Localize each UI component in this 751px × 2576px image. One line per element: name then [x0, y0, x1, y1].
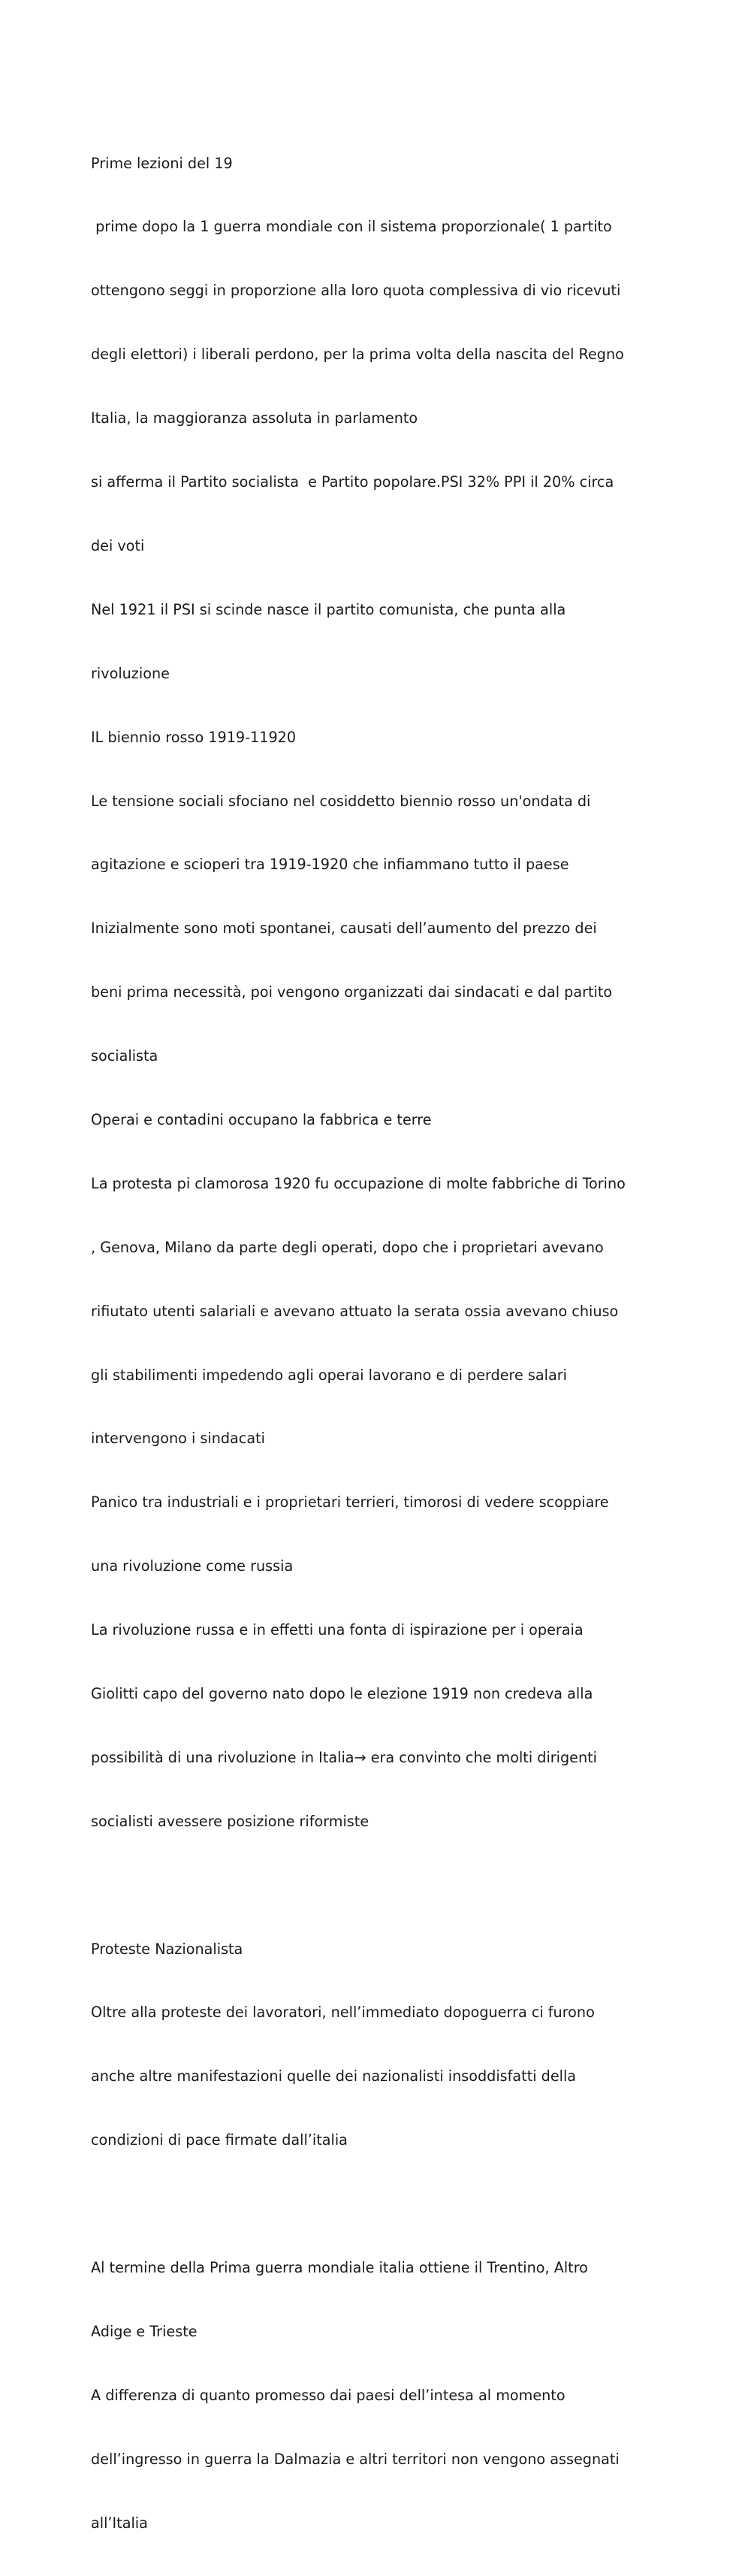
- text-line: all’Italia: [91, 2514, 148, 2532]
- text-line: Al termine della Prima guerra mondiale italia ottiene il Trentino, Altro: [91, 2258, 588, 2276]
- text-line: IL biennio rosso 1919-11920: [91, 728, 297, 746]
- text-line: ottengono seggi in proporzione alla loro quota complessiva di vio ricevuti: [91, 282, 621, 300]
- text-line: , Genova, Milano da parte degli operati, dopo che i proprietari avevano: [91, 1238, 604, 1256]
- text-line: dei voti: [91, 536, 145, 554]
- text-line: intervengono i sindacati: [91, 1430, 265, 1448]
- text-line: socialista: [91, 1047, 158, 1065]
- document-text-body: [91, 110, 677, 2576]
- text-line: degli elettori) i liberali perdono, per la prima volta della nascita del Regno: [91, 346, 624, 364]
- text-line: Adige e Trieste: [91, 2322, 198, 2340]
- text-line: Prime lezioni del 19: [91, 154, 233, 172]
- text-line: A differenza di quanto promesso dai paesi dell’intesa al momento: [91, 2386, 566, 2404]
- text-line: Nel 1921 il PSI si scinde nasce il partito comunista, che punta alla: [91, 600, 566, 618]
- text-line: Inizialmente sono moti spontanei, causati dell’aumento del prezzo dei: [91, 920, 597, 938]
- text-line: si afferma il Partito socialista e Partito popolare.PSI 32% PPI il 20% circa: [91, 473, 614, 491]
- blank-line: [91, 1875, 677, 1896]
- text-line: possibilità di una rivoluzione in Italia→ era convinto che molti dirigenti: [91, 1748, 597, 1766]
- text-line: Italia, la maggioranza assoluta in parlamento: [91, 409, 418, 427]
- text-line: socialisti avessere posizione riformiste: [91, 1812, 369, 1830]
- text-line: gli stabilimenti impedendo agli operai lavorano e di perdere salari: [91, 1366, 567, 1384]
- text-line: rivoluzione: [91, 664, 170, 682]
- text-line: La protesta pi clamorosa 1920 fu occupazione di molte fabbriche di Torino: [91, 1174, 626, 1192]
- text-line: agitazione e scioperi tra 1919-1920 che infiammano tutto il paese: [91, 856, 569, 874]
- text-line: Le tensione sociali sfociano nel cosiddetto biennio rosso un'ondata di: [91, 792, 591, 810]
- text-line: Panico tra industriali e i proprietari terrieri, timorosi di vedere scoppiare: [91, 1493, 609, 1511]
- text-line: La rivoluzione russa e in effetti una fonta di ispirazione per i operaia: [91, 1621, 584, 1639]
- text-line: condizioni di pace firmate dall’italia: [91, 2131, 348, 2149]
- text-line: prime dopo la 1 guerra mondiale con il sistema proporzionale( 1 partito: [91, 218, 612, 236]
- blank-line: [91, 2194, 677, 2215]
- text-line: anche altre manifestazioni quelle dei nazionalisti insoddisfatti della: [91, 2067, 577, 2085]
- text-line: Proteste Nazionalista: [91, 1940, 243, 1958]
- text-line: Giolitti capo del governo nato dopo le elezione 1919 non credeva alla: [91, 1684, 593, 1702]
- text-line: rifiutato utenti salariali e avevano attuato la serata ossia avevano chiuso: [91, 1302, 619, 1320]
- text-line: Operai e contadini occupano la fabbrica e terre: [91, 1110, 432, 1128]
- text-line: beni prima necessità, poi vengono organizzati dai sindacati e dal partito: [91, 983, 613, 1001]
- text-line: una rivoluzione come russia: [91, 1557, 294, 1575]
- text-line: dell’ingresso in guerra la Dalmazia e altri territori non vengono assegnati: [91, 2450, 620, 2468]
- text-line: Oltre alla proteste dei lavoratori, nell’immediato dopoguerra ci furono: [91, 2004, 595, 2022]
